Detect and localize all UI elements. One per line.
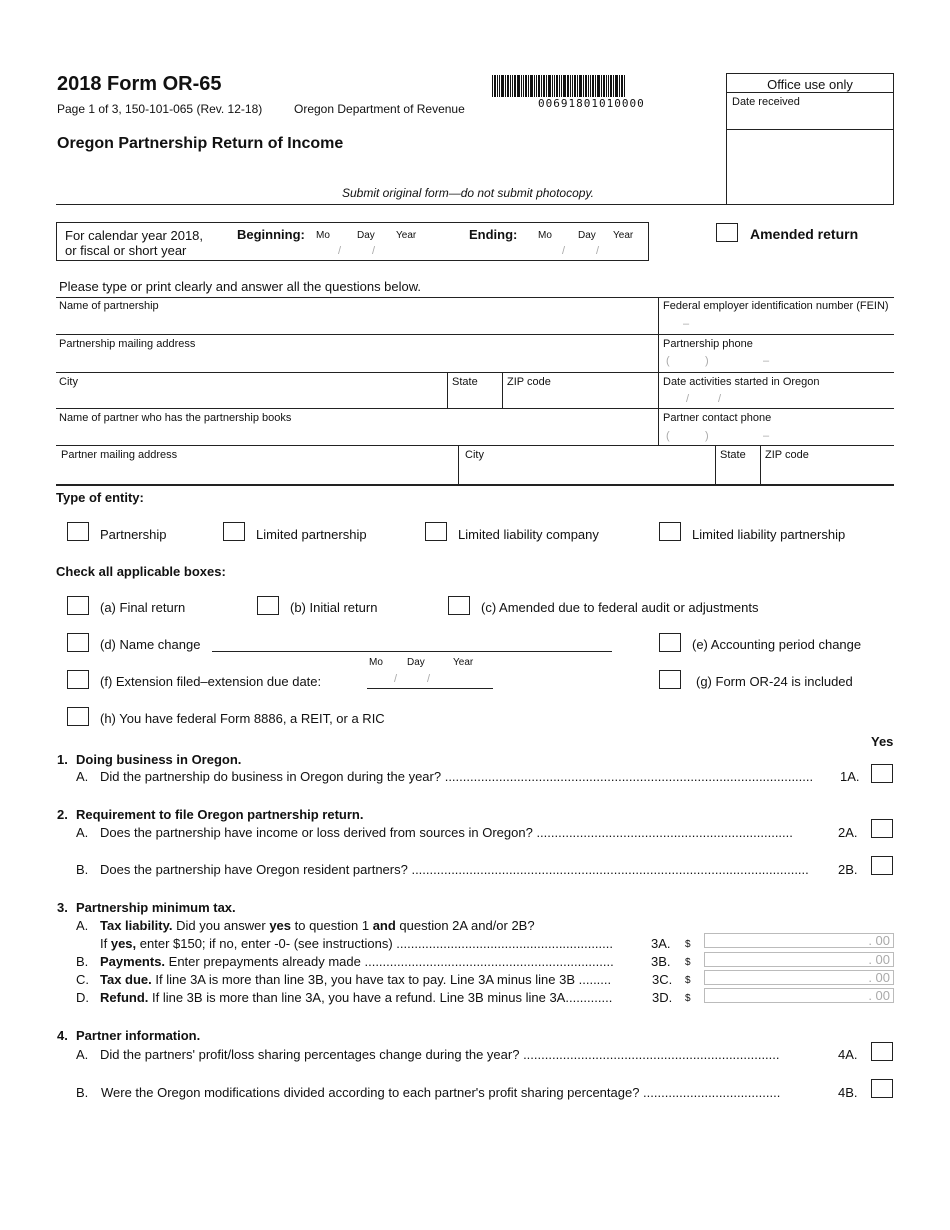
beginning-year: Year: [396, 230, 417, 241]
q2b-ref: 2B.: [838, 862, 858, 877]
form-title: 2018 Form OR-65: [57, 73, 222, 95]
q3d-amount-input[interactable]: . 00: [704, 988, 894, 1003]
name-change-label: (d) Name change: [100, 637, 201, 652]
q2a-yes-checkbox[interactable]: [871, 819, 893, 838]
q3a-dollar: $: [685, 939, 691, 950]
state-input[interactable]: [449, 389, 500, 407]
fein-input[interactable]: [660, 314, 893, 333]
beginning-day: Day: [357, 230, 375, 241]
phone-close-paren: ): [705, 355, 709, 367]
q4a-yes-checkbox[interactable]: [871, 1042, 893, 1061]
city-label: City: [59, 376, 78, 388]
q3a-line2-pre: If: [100, 936, 111, 951]
initial-return-label: (b) Initial return: [290, 600, 378, 615]
partner-city-label: City: [465, 449, 484, 461]
q3b-ref: 3B.: [651, 954, 671, 969]
q3d-bold: Refund.: [100, 990, 149, 1005]
state-zip-divider: [502, 372, 503, 408]
final-return-label: (a) Final return: [100, 600, 186, 615]
form-8886-label: (h) You have federal Form 8886, a REIT, or a RIC: [100, 711, 385, 726]
q3d-text-body: If line 3B is more than line 3A, you have a refund. Line 3B minus line 3A.............: [148, 990, 613, 1005]
extension-day-label: Day: [407, 657, 425, 668]
q1-title: Doing business in Oregon.: [76, 752, 242, 767]
instructions: Please type or print clearly and answer all the questions below.: [59, 279, 422, 294]
q2b-letter: B.: [76, 862, 89, 877]
barcode-number: 00691801010000: [538, 97, 645, 110]
grid-top-rule: [56, 297, 894, 298]
extension-date-line: [367, 688, 493, 689]
ending-slash-2: /: [596, 245, 600, 257]
q3b-text: [100, 954, 650, 969]
q3d-ref: 3D.: [652, 990, 673, 1005]
extension-filed-checkbox[interactable]: [67, 670, 89, 689]
partner-phone-dash: –: [763, 430, 770, 442]
zip-label: ZIP code: [507, 376, 551, 388]
beginning-label: Beginning:: [237, 227, 305, 242]
partner-books-input[interactable]: [58, 425, 656, 444]
entity-heading: Type of entity:: [56, 490, 144, 505]
entity-llc-checkbox[interactable]: [425, 522, 447, 541]
q3c-text-body: If line 3A is more than line 3B, you have tax to pay. Line 3A minus line 3B .........: [151, 972, 612, 987]
name-of-partnership-input[interactable]: [58, 314, 656, 333]
q3a-amount-input[interactable]: . 00: [704, 933, 894, 948]
ending-day: Day: [578, 230, 596, 241]
fein-label: Federal employer identification number (FEIN): [663, 300, 889, 312]
beginning-slash-2: /: [372, 245, 376, 257]
q4a-ref: 4A.: [838, 1047, 858, 1062]
q1-number: 1.: [57, 752, 68, 767]
q3a-line2-yes: yes,: [110, 936, 137, 951]
date-received-label: Date received: [732, 96, 800, 108]
q3c-ref: 3C.: [652, 972, 673, 987]
beginning-slash-1: /: [338, 245, 342, 257]
q1a-letter: A.: [76, 769, 89, 784]
q3a-yes: yes: [269, 918, 292, 933]
ending-slash-1: /: [562, 245, 566, 257]
partner-zip-label: ZIP code: [765, 449, 809, 461]
amended-return-checkbox[interactable]: [716, 223, 738, 242]
office-use-label: Office use only: [767, 77, 853, 92]
partner-state-input[interactable]: [717, 463, 758, 482]
zip-input[interactable]: [504, 389, 656, 407]
q3a-and: and: [372, 918, 396, 933]
extension-filed-label: (f) Extension filed–extension due date:: [100, 674, 322, 689]
q2b-yes-checkbox[interactable]: [871, 856, 893, 875]
q2b-text: Does the partnership have Oregon resident partners? ..............................................................................................................: [100, 862, 809, 877]
date-started-label: Date activities started in Oregon: [663, 376, 820, 388]
partner-phone-open-paren: (: [666, 430, 670, 442]
q4a-letter: A.: [76, 1047, 89, 1062]
initial-return-checkbox[interactable]: [257, 596, 279, 615]
name-change-checkbox[interactable]: [67, 633, 89, 652]
q3b-text-body: Enter prepayments already made .....................................................................: [165, 954, 614, 969]
grid-rule-3: [56, 408, 894, 409]
amended-federal-audit-label: (c) Amended due to federal audit or adjustments: [481, 600, 759, 615]
or24-checkbox[interactable]: [659, 670, 681, 689]
partner-phone-label: Partner contact phone: [663, 412, 772, 424]
q3c-text: [100, 972, 652, 987]
yes-column-label: Yes: [871, 734, 894, 749]
q3b-bold: Payments.: [100, 954, 166, 969]
partnership-phone-label: Partnership phone: [663, 338, 753, 350]
amended-federal-audit-checkbox[interactable]: [448, 596, 470, 615]
beginning-mo: Mo: [316, 230, 330, 241]
office-divider-2: [726, 129, 894, 130]
fein-separator: –: [683, 318, 690, 330]
partner-phone-input[interactable]: [660, 425, 893, 444]
grid-vertical-main: [658, 297, 659, 445]
q3b-amount-input[interactable]: . 00: [704, 952, 894, 967]
period-line1: For calendar year 2018,: [65, 228, 204, 243]
q4b-yes-checkbox[interactable]: [871, 1079, 893, 1098]
q3a-text-2: to question 1: [291, 918, 373, 933]
date-started-slash-2: /: [718, 393, 722, 405]
form-8886-checkbox[interactable]: [67, 707, 89, 726]
extension-slash-2: /: [427, 673, 431, 685]
partner-address-input[interactable]: [58, 463, 456, 482]
grid-rule-4: [56, 445, 894, 446]
city-state-divider: [447, 372, 448, 408]
mailing-address-label: Partnership mailing address: [59, 338, 196, 350]
q3a-ref: 3A.: [651, 936, 671, 951]
q2a-ref: 2A.: [838, 825, 858, 840]
q3a-line2-text: enter $150; if no, enter -0- (see instructions) ............................................................: [136, 936, 613, 951]
partner-books-label: Name of partner who has the partnership books: [59, 412, 292, 424]
q3-title: Partnership minimum tax.: [76, 900, 236, 915]
name-change-line: [212, 651, 612, 652]
department-name: Oregon Department of Revenue: [294, 102, 465, 116]
partner-state-label: State: [720, 449, 746, 461]
q3-number: 3.: [57, 900, 68, 915]
extension-year-label: Year: [453, 657, 474, 668]
ending-mo: Mo: [538, 230, 552, 241]
q3a-line2: [100, 936, 650, 951]
header-rule: [56, 204, 726, 205]
state-label: State: [452, 376, 478, 388]
q3c-bold: Tax due.: [100, 972, 152, 987]
q3b-letter: B.: [76, 954, 89, 969]
partner-city-input[interactable]: [460, 463, 713, 482]
extension-mo-label: Mo: [369, 657, 383, 668]
q4-number: 4.: [57, 1028, 68, 1043]
return-title: Oregon Partnership Return of Income: [57, 135, 344, 152]
q4a-text: Did the partners' profit/loss sharing percentages change during the year? .......................................................................: [100, 1047, 780, 1062]
partner-zip-input[interactable]: [762, 463, 893, 482]
applicable-heading: Check all applicable boxes:: [56, 564, 226, 579]
or24-label: (g) Form OR-24 is included: [696, 674, 853, 689]
q1a-yes-checkbox[interactable]: [871, 764, 893, 783]
grid-bottom-rule: [56, 484, 894, 486]
entity-llc-label: Limited liability company: [458, 527, 599, 542]
ending-label: Ending:: [469, 227, 518, 242]
period-line2: or fiscal or short year: [65, 243, 187, 258]
page-info: Page 1 of 3, 150-101-065 (Rev. 12-18): [57, 102, 263, 116]
q2-number: 2.: [57, 807, 68, 822]
q2a-text: Does the partnership have income or loss derived from sources in Oregon? .......................................................................: [100, 825, 793, 840]
phone-dash: –: [763, 355, 770, 367]
accounting-period-checkbox[interactable]: [659, 633, 681, 652]
entity-partnership-checkbox[interactable]: [67, 522, 89, 541]
beginning-date-input[interactable]: [312, 243, 422, 257]
q3d-letter: D.: [76, 990, 89, 1005]
q4b-text: Were the Oregon modifications divided according to each partner's profit sharing percentage? ......................................: [101, 1085, 781, 1100]
q2a-letter: A.: [76, 825, 89, 840]
q4b-letter: B.: [76, 1085, 89, 1100]
mailing-address-input[interactable]: [58, 352, 656, 371]
entity-llp-checkbox[interactable]: [659, 522, 681, 541]
phone-open-paren: (: [666, 355, 670, 367]
partner-address-city-divider: [458, 445, 459, 484]
date-started-input[interactable]: [660, 389, 893, 407]
q3a-bold: Tax liability.: [100, 918, 173, 933]
entity-llp-label: Limited liability partnership: [692, 527, 846, 542]
partner-phone-close-paren: ): [705, 430, 709, 442]
partnership-phone-input[interactable]: [660, 352, 893, 371]
date-started-slash-1: /: [686, 393, 690, 405]
name-of-partnership-label: Name of partnership: [59, 300, 159, 312]
grid-rule-2: [56, 372, 894, 373]
q1a-text: Did the partnership do business in Oregon during the year? ......................................................................................................: [100, 769, 814, 784]
office-divider-1: [726, 92, 894, 93]
q1a-ref: 1A.: [840, 769, 860, 784]
partner-city-state-divider: [715, 445, 716, 484]
q4b-ref: 4B.: [838, 1085, 858, 1100]
q3d-dollar: $: [685, 993, 691, 1004]
extension-date-input[interactable]: [367, 672, 493, 687]
q3a-text: [100, 918, 535, 933]
q3d-text: [100, 990, 652, 1005]
q2-title: Requirement to file Oregon partnership return.: [76, 807, 364, 822]
city-input[interactable]: [58, 389, 445, 407]
entity-limited-partnership-label: Limited partnership: [256, 527, 367, 542]
accounting-period-label: (e) Accounting period change: [692, 637, 862, 652]
q3a-letter: A.: [76, 918, 89, 933]
entity-partnership-label: Partnership: [100, 527, 167, 542]
grid-rule-1: [56, 334, 894, 335]
name-change-input[interactable]: [212, 635, 612, 650]
ending-date-input[interactable]: [535, 243, 645, 257]
ending-year: Year: [613, 230, 634, 241]
q3c-amount-input[interactable]: . 00: [704, 970, 894, 985]
submit-note: Submit original form—do not submit photocopy.: [342, 186, 594, 200]
q4-title: Partner information.: [76, 1028, 201, 1043]
q3a-text-3: question 2A and/or 2B?: [395, 918, 535, 933]
barcode: [492, 75, 626, 97]
partner-address-label: Partner mailing address: [61, 449, 178, 461]
extension-slash-1: /: [394, 673, 398, 685]
q3a-text-1: Did you answer: [172, 918, 270, 933]
q3c-dollar: $: [685, 975, 691, 986]
entity-limited-partnership-checkbox[interactable]: [223, 522, 245, 541]
q3c-letter: C.: [76, 972, 89, 987]
final-return-checkbox[interactable]: [67, 596, 89, 615]
partner-state-zip-divider: [760, 445, 761, 484]
q3b-dollar: $: [685, 957, 691, 968]
amended-return-label: Amended return: [750, 226, 859, 242]
